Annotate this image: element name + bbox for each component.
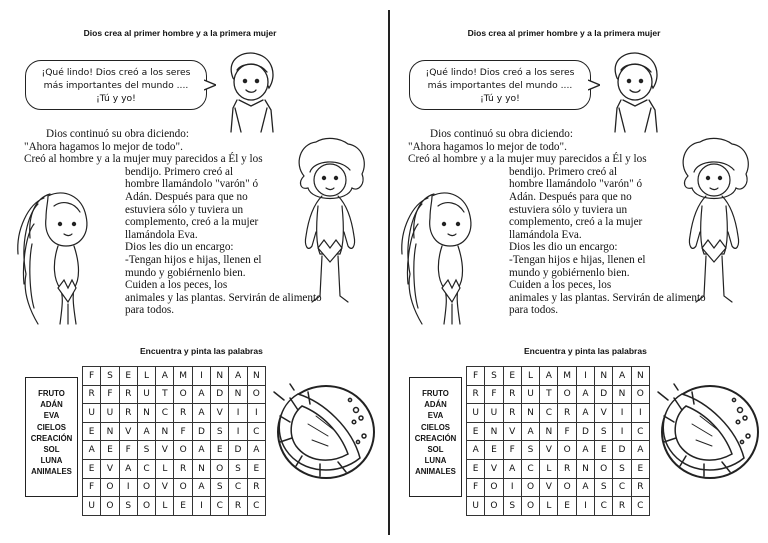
grid-cell[interactable]: V <box>156 441 174 460</box>
story-line: mundo y gobiérnenlo bien. <box>125 266 246 279</box>
story-line: Creó al hombre y a la mujer muy parecidos a Él y los <box>24 153 263 166</box>
grid-cell[interactable]: I <box>192 497 210 516</box>
grid-cell[interactable]: V <box>540 441 558 460</box>
grid-cell[interactable]: V <box>119 422 137 441</box>
grid-cell[interactable]: N <box>137 404 155 423</box>
grid-cell[interactable]: S <box>137 441 155 460</box>
eva-icon <box>8 184 108 334</box>
grid-cell[interactable]: R <box>631 478 649 497</box>
grid-cell[interactable]: U <box>101 404 119 423</box>
grid-cell[interactable]: N <box>595 367 613 386</box>
grid-cell[interactable]: R <box>247 478 265 497</box>
grid-cell[interactable]: R <box>174 459 192 478</box>
word-list <box>409 377 462 497</box>
grid-cell[interactable]: R <box>119 404 137 423</box>
story-line: bendijo. Primero creó al <box>125 165 234 178</box>
grid-cell[interactable]: E <box>174 497 192 516</box>
grid-cell[interactable]: F <box>101 385 119 404</box>
grid-cell[interactable]: C <box>229 478 247 497</box>
grid-cell[interactable]: C <box>613 478 631 497</box>
grid-row <box>83 459 266 478</box>
grid-cell[interactable]: C <box>521 459 539 478</box>
word-list-item: CIELOS <box>420 422 451 432</box>
grid-cell[interactable]: F <box>83 367 101 386</box>
grid-cell[interactable]: E <box>119 367 137 386</box>
story-line: Dios continuó su obra diciendo: <box>430 128 573 140</box>
story-line: estuviera sólo y tuviera un <box>125 203 244 216</box>
grid-cell[interactable]: C <box>540 404 558 423</box>
grid-cell[interactable]: O <box>137 478 155 497</box>
grid-cell[interactable]: A <box>613 367 631 386</box>
grid-cell[interactable]: C <box>631 422 649 441</box>
grid-cell[interactable]: A <box>503 459 521 478</box>
story-line: -Tengan hijos e hijas, llenen el <box>509 254 646 266</box>
grid-cell[interactable]: U <box>467 497 485 516</box>
grid-row <box>83 404 266 423</box>
grid-cell[interactable]: C <box>595 497 613 516</box>
grid-cell[interactable]: O <box>558 441 576 460</box>
grid-cell[interactable]: A <box>137 422 155 441</box>
grid-cell[interactable]: S <box>521 441 539 460</box>
grid-cell[interactable]: F <box>467 367 485 386</box>
grid-cell[interactable]: V <box>485 459 503 478</box>
grid-cell[interactable]: V <box>101 459 119 478</box>
grid-cell[interactable]: U <box>137 385 155 404</box>
grid-cell[interactable]: S <box>485 367 503 386</box>
worksheet-left <box>0 0 380 543</box>
grid-cell[interactable]: A <box>576 478 594 497</box>
grid-cell[interactable]: A <box>192 404 210 423</box>
grid-cell[interactable]: N <box>485 422 503 441</box>
story-line: animales y las plantas. Servirán de alimento <box>509 291 706 304</box>
grid-cell[interactable]: M <box>174 367 192 386</box>
grid-cell[interactable]: S <box>595 422 613 441</box>
grid-cell[interactable]: E <box>247 459 265 478</box>
worksheet-right <box>384 0 764 543</box>
speech-bubble <box>25 60 207 110</box>
wordsearch-grid <box>82 366 266 516</box>
grid-cell[interactable]: R <box>119 385 137 404</box>
story-line: hombre llamándolo "varón" ó <box>509 178 643 191</box>
grid-cell[interactable]: L <box>156 497 174 516</box>
grid-row <box>83 478 266 497</box>
story-line: Adán. Después para que no <box>125 191 248 203</box>
word-list-item: ADÁN <box>40 400 63 410</box>
grid-cell[interactable]: D <box>229 441 247 460</box>
grid-cell[interactable]: U <box>467 404 485 423</box>
adam-icon <box>290 136 370 306</box>
grid-cell[interactable]: F <box>467 478 485 497</box>
grid-cell[interactable]: V <box>540 478 558 497</box>
grid-cell[interactable]: F <box>83 478 101 497</box>
grid-cell[interactable]: N <box>211 367 229 386</box>
bubble-line: ¡Qué lindo! Dios creó a los seres <box>425 67 575 78</box>
grid-cell[interactable]: N <box>576 459 594 478</box>
grid-cell[interactable]: C <box>631 497 649 516</box>
word-list-item: CREACIÓN <box>414 433 457 443</box>
grid-cell[interactable]: R <box>467 385 485 404</box>
grid-cell[interactable]: T <box>156 385 174 404</box>
story-line: mundo y gobiérnenlo bien. <box>509 266 630 279</box>
story-line: llamándola Eva. <box>125 228 198 241</box>
story-line: animales y las plantas. Servirán de alimento <box>125 291 322 304</box>
grid-cell[interactable]: N <box>192 459 210 478</box>
grid-cell[interactable]: T <box>540 385 558 404</box>
grid-cell[interactable]: R <box>503 385 521 404</box>
grid-row <box>467 497 650 516</box>
grid-cell[interactable]: O <box>211 459 229 478</box>
grid-cell[interactable]: A <box>521 422 539 441</box>
grid-cell[interactable]: O <box>174 478 192 497</box>
grid-cell[interactable]: R <box>174 404 192 423</box>
grid-cell[interactable]: N <box>613 385 631 404</box>
story-line: hombre llamándolo "varón" ó <box>125 178 259 191</box>
grid-cell[interactable]: O <box>485 497 503 516</box>
grid-row <box>467 478 650 497</box>
sheet-title: Dios crea al primer hombre y a la primera mujer <box>467 28 661 38</box>
grid-cell[interactable]: U <box>521 385 539 404</box>
grid-cell[interactable]: I <box>247 404 265 423</box>
eva-icon <box>392 184 492 334</box>
grid-cell[interactable]: A <box>83 441 101 460</box>
grid-cell[interactable]: A <box>229 367 247 386</box>
grid-cell[interactable]: E <box>595 441 613 460</box>
grid-cell[interactable]: L <box>137 367 155 386</box>
grid-cell[interactable]: E <box>631 459 649 478</box>
grid-row <box>467 441 650 460</box>
speech-bubble <box>409 60 591 110</box>
grid-cell[interactable]: V <box>503 422 521 441</box>
story-line: para todos. <box>125 304 175 317</box>
grid-cell[interactable]: U <box>83 404 101 423</box>
grid-cell[interactable]: F <box>119 441 137 460</box>
grid-cell[interactable]: I <box>229 404 247 423</box>
sheet-title: Dios crea al primer hombre y a la primera mujer <box>83 28 277 38</box>
sun-moon-icon <box>652 380 762 485</box>
grid-cell[interactable]: A <box>467 441 485 460</box>
grid-cell[interactable]: V <box>211 404 229 423</box>
wordsearch-heading: Encuentra y pinta las palabras <box>524 346 647 356</box>
grid-cell[interactable]: M <box>558 367 576 386</box>
grid-cell[interactable]: R <box>229 497 247 516</box>
grid-cell[interactable]: E <box>503 367 521 386</box>
grid-cell[interactable]: O <box>485 478 503 497</box>
bubble-line: ¡Tú y yo! <box>96 93 136 104</box>
word-list-item: FRUTO <box>422 389 449 398</box>
grid-row <box>83 422 266 441</box>
grid-cell[interactable]: O <box>137 497 155 516</box>
grid-cell[interactable]: O <box>558 478 576 497</box>
story-line: bendijo. Primero creó al <box>509 165 618 178</box>
word-list <box>25 377 78 497</box>
word-list-item: CIELOS <box>36 422 67 432</box>
story-line: Creó al hombre y a la mujer muy parecidos a Él y los <box>408 153 647 166</box>
story-line: Dios les dio un encargo: <box>509 241 618 254</box>
grid-cell[interactable]: A <box>192 385 210 404</box>
grid-cell[interactable]: N <box>540 422 558 441</box>
grid-cell[interactable]: I <box>631 404 649 423</box>
word-list-item: ADÁN <box>424 400 447 410</box>
grid-cell[interactable]: I <box>613 422 631 441</box>
story-line: Adán. Después para que no <box>509 191 632 203</box>
grid-cell[interactable]: N <box>247 367 265 386</box>
grid-cell[interactable]: O <box>174 385 192 404</box>
grid-cell[interactable]: D <box>211 385 229 404</box>
grid-cell[interactable]: D <box>595 385 613 404</box>
story-line: "Ahora hagamos lo mejor de todo". <box>24 140 183 153</box>
word-list-item: SOL <box>43 445 60 455</box>
grid-cell[interactable]: S <box>595 478 613 497</box>
girl-icon <box>599 48 669 134</box>
grid-cell[interactable]: I <box>576 497 594 516</box>
story-line: "Ahora hagamos lo mejor de todo". <box>408 140 567 153</box>
grid-cell[interactable]: E <box>558 497 576 516</box>
grid-cell[interactable]: C <box>156 404 174 423</box>
grid-cell[interactable]: F <box>503 441 521 460</box>
grid-cell[interactable]: I <box>503 478 521 497</box>
grid-cell[interactable]: S <box>503 497 521 516</box>
grid-cell[interactable]: I <box>613 404 631 423</box>
grid-cell[interactable]: N <box>521 404 539 423</box>
grid-cell[interactable]: A <box>576 441 594 460</box>
grid-cell[interactable]: S <box>211 478 229 497</box>
grid-cell[interactable]: S <box>119 497 137 516</box>
word-list-item: LUNA <box>40 456 63 466</box>
grid-cell[interactable]: V <box>595 404 613 423</box>
sun-moon-icon <box>268 380 378 485</box>
grid-cell[interactable]: I <box>576 367 594 386</box>
grid-cell[interactable]: A <box>156 367 174 386</box>
grid-cell[interactable]: L <box>540 497 558 516</box>
grid-cell[interactable]: C <box>247 497 265 516</box>
story-line: -Tengan hijos e hijas, llenen el <box>125 254 262 266</box>
word-list-item: EVA <box>43 411 60 421</box>
grid-cell[interactable]: O <box>521 497 539 516</box>
grid-cell[interactable]: F <box>558 422 576 441</box>
adam-icon <box>674 136 754 306</box>
grid-cell[interactable]: N <box>229 385 247 404</box>
grid-cell[interactable]: E <box>467 459 485 478</box>
grid-cell[interactable]: A <box>576 385 594 404</box>
grid-row <box>467 385 650 404</box>
grid-cell[interactable]: S <box>211 422 229 441</box>
grid-cell[interactable]: O <box>101 497 119 516</box>
grid-cell[interactable]: R <box>503 404 521 423</box>
story-line: complemento, creó a la mujer <box>509 216 643 229</box>
grid-cell[interactable]: A <box>247 441 265 460</box>
grid-row <box>83 385 266 404</box>
word-list-item: CREACIÓN <box>30 433 73 443</box>
grid-cell[interactable]: I <box>192 367 210 386</box>
grid-cell[interactable]: A <box>576 404 594 423</box>
grid-cell[interactable]: E <box>101 441 119 460</box>
grid-cell[interactable]: N <box>156 422 174 441</box>
bubble-line: más importantes del mundo .... <box>43 80 189 91</box>
grid-cell[interactable]: O <box>558 385 576 404</box>
story-line: Dios continuó su obra diciendo: <box>46 128 189 140</box>
bubble-line: más importantes del mundo .... <box>427 80 573 91</box>
story-line: para todos. <box>509 304 559 317</box>
grid-row <box>467 404 650 423</box>
grid-cell[interactable]: F <box>485 385 503 404</box>
grid-cell[interactable]: O <box>174 441 192 460</box>
grid-cell[interactable]: E <box>83 459 101 478</box>
grid-cell[interactable]: L <box>521 367 539 386</box>
grid-row <box>83 497 266 516</box>
bubble-line: ¡Tú y yo! <box>480 93 520 104</box>
grid-cell[interactable]: D <box>192 422 210 441</box>
word-list-item: FRUTO <box>38 389 65 398</box>
grid-row <box>83 367 266 386</box>
story-line: Dios les dio un encargo: <box>125 241 234 254</box>
grid-cell[interactable]: A <box>540 367 558 386</box>
word-list-item: LUNA <box>424 456 447 466</box>
grid-cell[interactable]: A <box>119 459 137 478</box>
grid-cell[interactable]: C <box>247 422 265 441</box>
grid-cell[interactable]: U <box>485 404 503 423</box>
story-line: Cuiden a los peces, los <box>509 279 612 292</box>
story-line: complemento, creó a la mujer <box>125 216 259 229</box>
word-list-item: ANIMALES <box>31 467 72 477</box>
grid-cell[interactable]: C <box>137 459 155 478</box>
grid-cell[interactable]: I <box>119 478 137 497</box>
story-line: estuviera sólo y tuviera un <box>509 203 628 216</box>
grid-cell[interactable]: F <box>174 422 192 441</box>
grid-cell[interactable]: A <box>631 441 649 460</box>
grid-cell[interactable]: L <box>540 459 558 478</box>
grid-cell[interactable]: V <box>156 478 174 497</box>
word-list-item: ANIMALES <box>415 467 456 477</box>
grid-row <box>83 441 266 460</box>
grid-cell[interactable]: I <box>229 422 247 441</box>
grid-cell[interactable]: R <box>558 459 576 478</box>
grid-cell[interactable]: O <box>101 478 119 497</box>
grid-cell[interactable]: D <box>576 422 594 441</box>
grid-cell[interactable]: R <box>613 497 631 516</box>
grid-cell[interactable]: A <box>192 441 210 460</box>
grid-cell[interactable]: R <box>83 385 101 404</box>
wordsearch-heading: Encuentra y pinta las palabras <box>140 346 263 356</box>
grid-cell[interactable]: E <box>485 441 503 460</box>
grid-cell[interactable]: O <box>631 385 649 404</box>
word-list-item: EVA <box>427 411 444 421</box>
grid-cell[interactable]: L <box>156 459 174 478</box>
word-list-item: SOL <box>427 445 444 455</box>
grid-row <box>467 367 650 386</box>
grid-row <box>467 422 650 441</box>
grid-cell[interactable]: S <box>613 459 631 478</box>
grid-cell[interactable]: O <box>595 459 613 478</box>
wordsearch-grid <box>466 366 650 516</box>
bubble-line: ¡Qué lindo! Dios creó a los seres <box>41 67 191 78</box>
grid-cell[interactable]: O <box>521 478 539 497</box>
grid-cell[interactable]: E <box>211 441 229 460</box>
grid-cell[interactable]: D <box>613 441 631 460</box>
grid-cell[interactable]: C <box>211 497 229 516</box>
grid-cell[interactable]: N <box>631 367 649 386</box>
grid-cell[interactable]: E <box>467 422 485 441</box>
story-line: llamándola Eva. <box>509 228 582 241</box>
girl-icon <box>215 48 285 134</box>
grid-cell[interactable]: U <box>83 497 101 516</box>
grid-cell[interactable]: A <box>192 478 210 497</box>
grid-cell[interactable]: S <box>229 459 247 478</box>
grid-row <box>467 459 650 478</box>
story-line: Cuiden a los peces, los <box>125 279 228 292</box>
grid-cell[interactable]: S <box>101 367 119 386</box>
grid-cell[interactable]: N <box>101 422 119 441</box>
grid-cell[interactable]: R <box>558 404 576 423</box>
grid-cell[interactable]: E <box>83 422 101 441</box>
grid-cell[interactable]: O <box>247 385 265 404</box>
